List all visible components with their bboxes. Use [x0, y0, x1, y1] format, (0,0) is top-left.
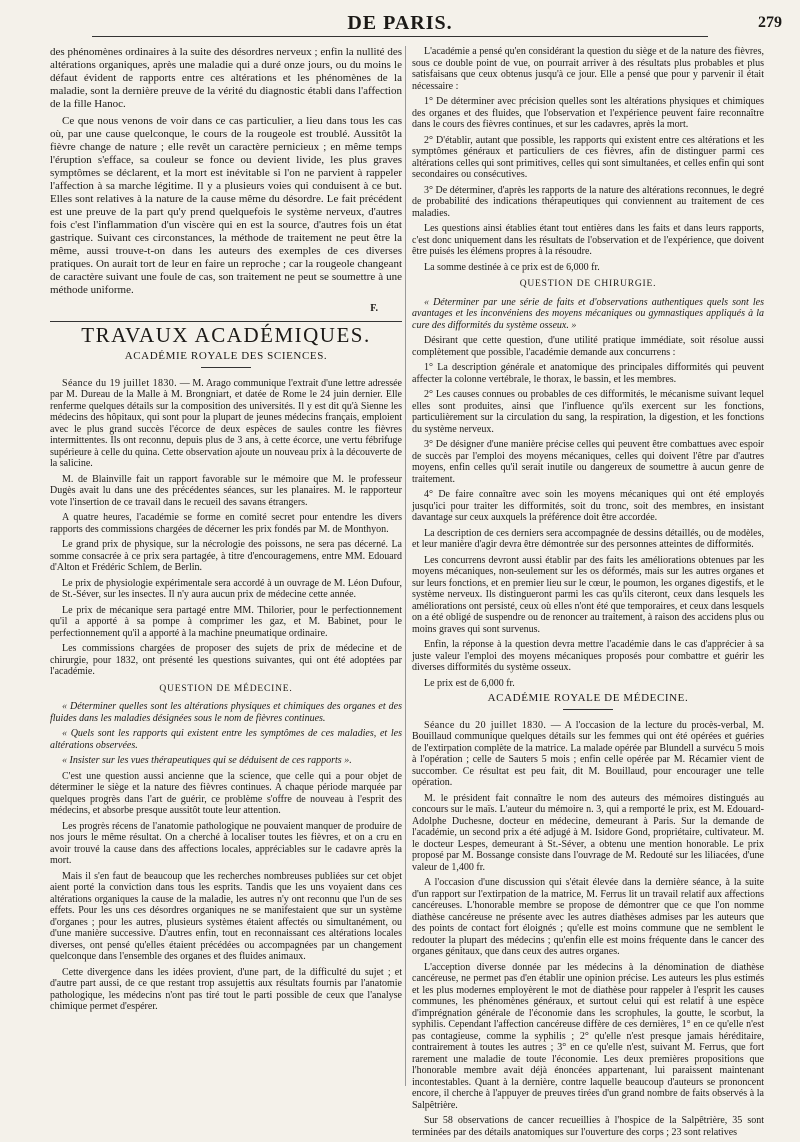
- question-text: « Déterminer quelles sont les altérations physiques et chimiques des organes et des fluides dans les maladies désignées sous le nom de fièvres continues.: [50, 701, 402, 724]
- session-paragraph: [412, 720, 764, 789]
- paragraph: Le prix est de 6,000 fr.: [424, 677, 515, 689]
- paragraph: A quatre heures, l'académie se forme en comité secret pour entendre les divers rapports des commissions chargées de décerner les prix fondés par M. de Monthyon.: [50, 512, 402, 535]
- paragraph: 3° De déterminer, d'après les rapports de la nature des altérations reconnues, le degré de probabilité des indications thérapeutiques qui conviennent au traitement de ces maladies.: [412, 184, 764, 219]
- paragraph: A l'occasion d'une discussion qui s'était élevée dans la dernière séance, à la suite d'un rapport sur l'extirpation de la matrice, M. Ferrus lit un travail relatif aux affections cancéreuses. L'honorable membre se propose de démontrer que ce que l'on nomme diathèse cancéreuse ne présente avec les autres diathèses admises par les auteurs que des points de contact fort éloignés ; qu'elle est moins commune que ne semblent le redouter la plupart des médecins ; qu'enfin elle est moins fréquente dans le cancer des organes génitaux, que dans ceux des autres organes.: [412, 877, 764, 957]
- paragraph: Le prix de mécanique sera partagé entre MM. Thilorier, pour le perfectionnement qu'il a apporté à sa pompe à comprimer les gaz, et M. Babinet, pour le perfectionnement qu'il a apporté à la machine pneumatique ordinaire.: [50, 604, 402, 639]
- left-column: [50, 46, 402, 1017]
- paragraph: Désirant que cette question, d'une utilité pratique immédiate, soit résolue aussi complètement que possible, l'académie demande aux concurrens :: [412, 335, 764, 358]
- question-heading: QUESTION DE CHIRURGIE.: [519, 279, 657, 289]
- paragraph: La somme destinée à ce prix est de 6,000 fr.: [424, 261, 600, 273]
- paragraph: Les commissions chargées de proposer des sujets de prix de médecine et de chirurgie, pour 1832, ont présenté les questions suivantes, qui ont été adoptées par l'académie.: [50, 643, 402, 677]
- paragraph: Le grand prix de physique, sur la nécrologie des poissons, ne sera pas décerné. La somme consacrée à ce prix sera partagée, à titre d'encouragemens, entre MM. Edouard d'Alton et Frédéric Schlem, de Berlin.: [50, 539, 402, 573]
- running-head: [0, 0, 800, 40]
- academy-heading: ACADÉMIE ROYALE DE MÉDECINE.: [412, 693, 764, 710]
- session-date: Séance du 19 juillet 1830.: [62, 377, 178, 389]
- academy-heading: ACADÉMIE ROYALE DES SCIENCES.: [50, 351, 402, 368]
- paragraph: 3° De désigner d'une manière précise celles qui peuvent être combattues avec espoir de succès par l'emploi des moyens mécaniques, celles qui doivent l'être par d'autres moyens, enfin celles qu'il serait inutile ou dangereux de soumettre à aucun genre de traitement.: [412, 439, 764, 485]
- paragraph: Sur 58 observations de cancer recueillies à l'hospice de la Salpêtrière, 35 sont terminées par des détails anatomiques sur l'ouverture des corps ; 23 sont relatives: [412, 1115, 764, 1138]
- right-column: [412, 46, 764, 1142]
- paragraph: Mais il s'en faut de beaucoup que les recherches nombreuses publiées sur cet objet aient porté la conviction dans tous les esprits. Tandis que les uns voyaient dans ces altérations organiques la cause de la maladie, les autres n'y ont reconnu que l'un de ses effets. Pour les uns ces désordres organiques ne se manifestaient que sur un système d'organes ; pour les autres, plusieurs systèmes étaient affectés ou simultanément, ou d'une manière successive. D'autres enfin, tout en reconnaissant ces altérations locales diverses, ont pensé qu'elles étaient précédées ou accompagnées par un changement quelconque dans l'ensemble des organes et des fluides animaux.: [50, 870, 402, 962]
- paragraph: des phénomènes ordinaires à la suite des désordres nerveux ; enfin la nullité des altérations organiques, après une maladie qui a duré onze jours, ou du moins le défaut évident de rapports entre ces altérations et les phénomènes de la maladie, sont la dernière preuve de la vérité du diagnostic établi dans l'affection de la fille Hanoc.: [50, 46, 402, 110]
- question-text: « Déterminer par une série de faits et d'observations authentiques quels sont les avantages et les inconvéniens des moyens mécaniques ou gymnastiques appliqués à la cure des difformités du système osseux. »: [412, 296, 764, 331]
- column-divider: [405, 46, 406, 1086]
- paragraph: Les progrès récens de l'anatomie pathologique ne pouvaient manquer de produire de nos jours le même résultat. On a cherché à localiser toutes les fièvres, et on a cru en avoir trouvé la cause dans des affections locales, appréciables sur le cadavre après la mort.: [50, 820, 402, 866]
- paragraph: L'acception diverse donnée par les médecins à la dénomination de diathèse cancéreuse, ne permet pas d'en établir une opinion précise. Les auteurs les plus estimés et les plus modernes employèrent le mot de diathèse pour rappeler à l'esprit les causes communes, les phénomènes généraux, et surtout celui qui est relatif à une espèce d'imprégnation générale de l'économie dans les scrophules, la goutte, le scorbut, la syphilis. Cependant l'affection cancéreuse diffère de ces dernières, 1° en ce qu'elle n'est pas contagieuse, comme la syphilis ; 2° qu'elle n'est presque jamais héréditaire, contrairement à toutes les autres ; 3° en ce qu'elle n'est, suivant M. Ferrus, que fort rarement une maladie de toute l'économie. Les deux premières propositions que l'honorable membre avait déjà énoncées appartenant, lui paraissent maintenant incontestables. Quant à la dernière, contre laquelle beaucoup d'auteurs se prononcent encore, il cherche à l'appuyer de preuves tirées d'un grand nombre de faits observés à la Salpêtrière.: [412, 961, 764, 1111]
- paragraph: L'académie a pensé qu'en considérant la question du siège et de la nature des fièvres, sous ce double point de vue, on pourrait arriver à des résultats plus probables et plus satisfaisans que ceux obtenus jusqu'à ce jour. Elle a pensé que pour y parvenir il était nécessaire :: [412, 46, 764, 92]
- paragraph: M. le président fait connaître le nom des auteurs des mémoires distingués au concours sur le maïs. L'auteur du mémoire n. 3, qui a remporté le prix, est M. Edouard-Adolphe Duchesne, docteur en médecine, demeurant à Paris. Sur la demande de l'académie, un second prix a été adjugé à M. Isidore Gond, propriétaire, cultivateur. M. le docteur Lespes, demeurant à St.-Séver, a obtenu une mention honorable. Le prix proposé par M. Bossange consiste dans l'ouvrage de M. Redouté sur les liliacées, d'une valeur de 1,400 fr.: [412, 792, 764, 873]
- paragraph: 1° De déterminer avec précision quelles sont les altérations physiques et chimiques des organes et des fluides, que l'observation et l'expérience peuvent faire reconnaître dans le cours des fièvres continues, et sur les cadavres, après la mort.: [412, 96, 764, 130]
- paragraph: Ce que nous venons de voir dans ce cas particulier, a lieu dans tous les cas où, par une cause quelconque, le cours de la rougeole est troublé. Aussitôt la fièvre change de nature ; elle revêt un caractère pernicieux ; en même temps l'éruption s'efface, sa couleur se fonce ou devient livide, les plus graves symptômes se déclarent, et la mort est inévitable si l'on ne parvient à rappeler l'affection à sa marche légitime. Il y a plusieurs voies qui conduisent à ce but. Elles sont relatives à la nature de la cause même du désordre. Le fait précédent est une preuve de la part qu'y prend quelquefois le système nerveux, d'autres fois c'est l'inflammation d'un viscère qui en est la source, d'autres fois un état gastrique. Suivant ces circonstances, la méthode de traitement ne peut être la même, aussi trouve-t-on dans les auteurs des exemples de ces diverses pratiques. On aurait tort de leur en faire un reproche ; car la rougeole changeant de caractère suivant une foule de cas, son traitement ne peut se soumettre à une méthode uniforme.: [50, 115, 402, 296]
- paragraph: La description de ces derniers sera accompagnée de dessins détaillés, ou de modèles, et leur manière d'agir devra être démontrée sur des personnes atteintes de difformités.: [412, 527, 764, 550]
- page-title: DE PARIS.: [347, 12, 453, 34]
- question-heading: QUESTION DE MÉDECINE.: [159, 683, 293, 694]
- page-number: 279: [758, 14, 782, 31]
- signature: F.: [370, 303, 378, 314]
- header-rule: [92, 36, 708, 37]
- paragraph: M. de Blainville fait un rapport favorable sur le mémoire que M. le professeur Dugès avait lu dans une des précédentes séances, sur les planaires. M. le rapporteur vote l'insertion de ce travail dans le recueil des savans étrangers.: [50, 473, 402, 508]
- paragraph: Le prix de physiologie expérimentale sera accordé à un ouvrage de M. Léon Dufour, de St.-Séver, sur les insectes. Il n'y aura aucun prix de médecine cette année.: [50, 577, 402, 600]
- session-text: — A l'occasion de la lecture du procès-verbal, M. Bouillaud communique quelques détails sur les femmes qui ont été opérées et guéries de l'extirpation complète de la matrice. La malade opérée par Blundell a survécu 5 mois à l'opération ; celle de Sauters 5 mois ; enfin celle opérée par M. Récamier vient de succomber. Ce résultat est peu fait, dit M. Bouillaud, pour encourager une telle opération.: [412, 719, 765, 788]
- session-paragraph: [50, 378, 402, 470]
- paragraph: Cette divergence dans les idées provient, d'une part, de la difficulté du sujet ; et d'autre part aussi, de ce que restant trop assujettis aux résultats fournis par l'anatomie pathologique, les médecins n'ont pas tiré tout le parti possible de ceux que l'analyse chimique permet d'espérer.: [50, 966, 402, 1012]
- paragraph: Enfin, la réponse à la question devra mettre l'académie dans le cas d'apprécier à sa juste valeur l'emploi des moyens mécaniques proposés pour combattre et guérir les diverses difformités du système osseux.: [412, 639, 764, 673]
- section-rule: [50, 321, 402, 322]
- paragraph: 2° Les causes connues ou probables de ces difformités, le mécanisme suivant lequel elles sont produites, ainsi que l'influence qu'ils exercent sur les fonctions, particulièrement sur la circulation du sang, la respiration, la digestion, et les fonctions du système nerveux.: [412, 389, 764, 435]
- question-text: « Quels sont les rapports qui existent entre les symptômes de ces maladies, et les altérations observées.: [50, 728, 402, 751]
- session-text: — M. Arago communique l'extrait d'une lettre adressée par M. Dureau de la Malle à M. Brongniart, et datée de Rome le 24 juin dernier. Elle renferme quelques détails sur la composition des universités. Il y est dit qu'à Sienne les médecins des hôpitaux, qui sont pour la plupart de jeunes médecins français, emploient avec le plus grand succès l'écorce de deux espèces de saules contre les fièvres intermittentes. Ils ont reconnu, depuis plus de 3 ans, à cette écorce, une vertu fébrifuge supérieure à celle du quina. Cette observation ajoute un nouveau prix à la découverte de la salicine.: [50, 377, 402, 469]
- paragraph: 2° D'établir, autant que possible, les rapports qui existent entre ces altérations et les symptômes généraux et particuliers de ces fièvres, afin de distinguer parmi ces altérations celles qui sont primitives, celles qui sont simultanées, et celles enfin qui sont secondaires ou consécutives.: [412, 134, 764, 180]
- paragraph: Les concurrens devront aussi établir par des faits les améliorations obtenues par les moyens mécaniques, non-seulement sur les os déformés, mais sur les autres organes et sur leurs fonctions, et en premier lieu sur le cœur, le poumon, les organes digestifs, et le système nerveux. Ils distingueront parmi les cas qu'ils citeront, ceux dans lesquels les améliorations ont persisté, ceux où elles n'ont été que temporaires, et ceux dans lesquels on a été obligé de suspendre ou de renoncer au traitement, à raison des accidens plus ou moins graves qui sont survenus.: [412, 554, 764, 635]
- question-text: « Insister sur les vues thérapeutiques qui se déduisent de ces rapports ».: [62, 755, 352, 766]
- paragraph: 1° La description générale et anatomique des principales difformités qui peuvent affecter la colonne vertébrale, le thorax, le bassin, et les membres.: [412, 362, 764, 385]
- session-date: Séance du 20 juillet 1830.: [424, 719, 547, 731]
- paragraph: Les questions ainsi établies étant tout entières dans les faits et dans leurs rapports, c'est donc uniquement dans les résultats de l'observation et de l'expérience, que doivent être puisés les élémens propres à la résoudre.: [412, 223, 764, 257]
- section-title: TRAVAUX ACADÉMIQUES.: [81, 322, 371, 347]
- paragraph: C'est une question aussi ancienne que la science, que celle qui a pour objet de déterminer le siège et la nature des fièvres continues. A chaque période marquée par quelques progrès dans l'art de guérir, ce problème s'offre de nouveau à l'esprit des médecins, et absorbe presque aussitôt toute leur attention.: [50, 770, 402, 816]
- paragraph: 4° De faire connaître avec soin les moyens mécaniques qui ont été employés jusqu'ici pour traiter les difformités, soit du tronc, soit des membres, en insistant davantage sur ceux auxquels la préférence doit être accordée.: [412, 489, 764, 523]
